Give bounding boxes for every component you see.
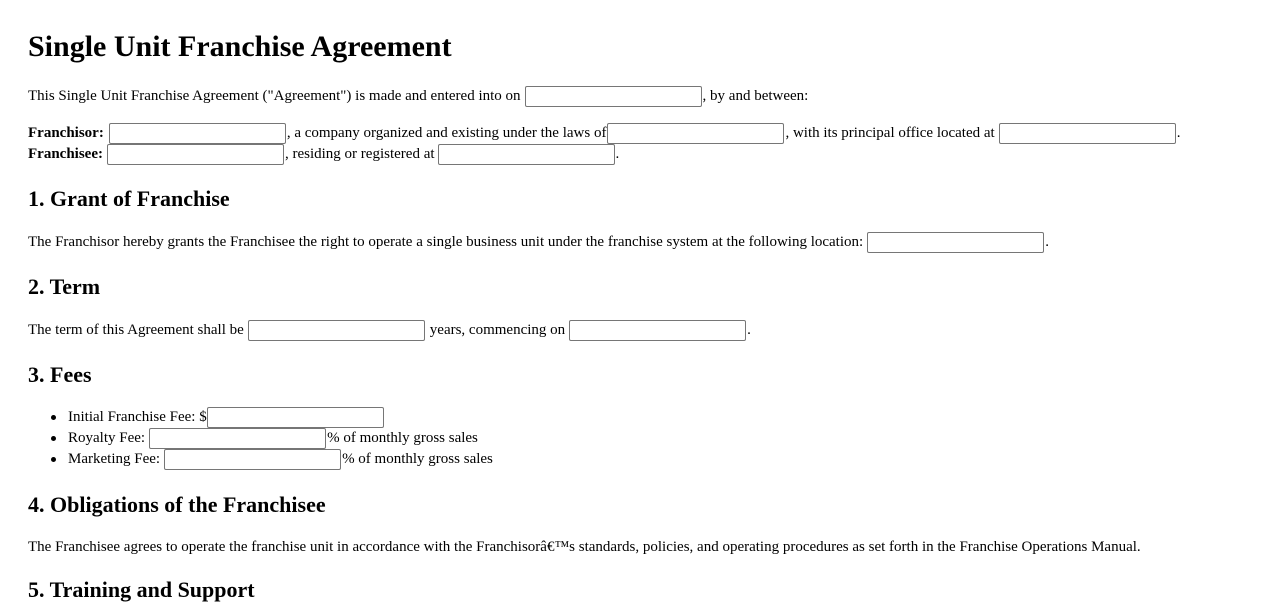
franchisor-office-input[interactable]	[999, 123, 1176, 144]
franchisor-jurisdiction-input[interactable]	[607, 123, 784, 144]
intro-text: This Single Unit Franchise Agreement ("Agreement") is made and entered into on	[28, 88, 521, 104]
intro-paragraph	[28, 86, 808, 107]
page-title: Single Unit Franchise Agreement	[28, 30, 452, 63]
franchisee-address-input[interactable]	[438, 144, 615, 165]
franchisor-line	[28, 123, 1180, 144]
franchisee-label: Franchisee:	[28, 146, 103, 162]
term-text: The term of this Agreement shall be	[28, 322, 244, 338]
section-heading-fees: 3. Fees	[28, 362, 92, 387]
section-heading-training: 5. Training and Support	[28, 577, 255, 602]
marketing-fee-label: Marketing Fee:	[68, 451, 161, 467]
term-years-input[interactable]	[248, 320, 425, 341]
section-heading-obligations: 4. Obligations of the Franchisee	[28, 492, 326, 517]
grant-text-end: .	[1045, 234, 1049, 250]
location-input[interactable]	[867, 232, 1044, 253]
franchisor-name-input[interactable]	[109, 123, 286, 144]
franchisor-text-end: .	[1176, 125, 1181, 141]
bullet-icon	[51, 436, 56, 441]
royalty-fee-input[interactable]	[149, 428, 326, 449]
initial-fee-label: Initial Franchise Fee: $	[68, 409, 207, 425]
royalty-fee-label: Royalty Fee:	[68, 430, 146, 446]
agreement-date-input[interactable]	[525, 86, 702, 107]
grant-text: The Franchisor hereby grants the Franchisee the right to operate a single business unit under the franchise system at the following location:	[28, 234, 864, 250]
obligations-text: The Franchisee agrees to operate the franchise unit in accordance with the Franchisorâ€™s standards, policies, and operating procedures as set forth in the Franchise Operations Manual.	[28, 539, 1141, 555]
franchisor-text-1: , a company organized and existing under the laws of	[286, 125, 607, 141]
list-item	[28, 428, 493, 449]
section-heading-grant: 1. Grant of Franchise	[28, 186, 230, 211]
intro-suffix: , by and between:	[702, 88, 809, 104]
grant-paragraph	[28, 232, 1049, 253]
term-text-end: .	[747, 322, 751, 338]
term-text-mid: years, commencing on	[429, 322, 566, 338]
franchisee-line	[28, 144, 619, 165]
franchisor-text-2: , with its principal office located at	[785, 125, 995, 141]
marketing-fee-input[interactable]	[164, 449, 341, 470]
term-paragraph	[28, 320, 751, 341]
section-heading-term: 2. Term	[28, 274, 101, 299]
marketing-fee-suffix: % of monthly gross sales	[342, 451, 493, 467]
franchisee-name-input[interactable]	[107, 144, 284, 165]
bullet-icon	[51, 457, 56, 462]
bullet-icon	[51, 415, 56, 420]
list-item	[28, 407, 493, 428]
fees-list	[28, 407, 493, 470]
list-item	[28, 449, 493, 470]
franchisee-text: , residing or registered at	[284, 146, 435, 162]
commencement-date-input[interactable]	[569, 320, 746, 341]
franchisor-label: Franchisor:	[28, 125, 104, 141]
franchisee-text-end: .	[615, 146, 620, 162]
obligations-paragraph	[28, 537, 1141, 558]
initial-fee-input[interactable]	[207, 407, 384, 428]
royalty-fee-suffix: % of monthly gross sales	[327, 430, 478, 446]
